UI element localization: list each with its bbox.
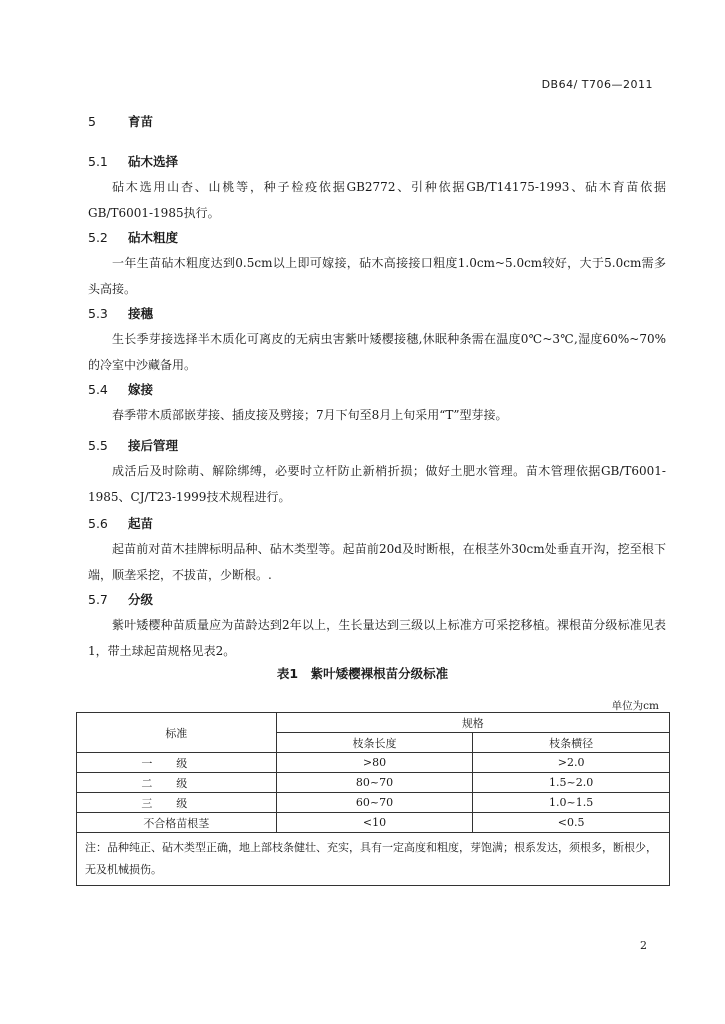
section-number: 5 [88,114,96,129]
paragraph: 起苗前对苗木挂牌标明品种、砧木类型等。起苗前20d及时断根，在根茎外30cm处垂直开沟，挖至根下端，顺垄采挖，不拔苗，少断根。. [88,542,666,582]
subsection-heading [88,152,178,170]
subsection-heading [88,380,153,398]
paragraph: 成活后及时除萌、解除绑缚，必要时立杆防止新梢折损；做好土肥水管理。苗木管理依据GB/T6001-1985、CJ/T23-1999技术规程进行。 [88,464,666,504]
page-number: 2 [640,939,647,952]
length-cell: >80 [276,753,473,773]
grade-cell: 三级 [77,793,277,813]
subsection-number: 5.1 [88,154,108,169]
section-heading [88,112,153,130]
length-cell: 60~70 [276,793,473,813]
subsection-number: 5.6 [88,516,108,531]
header-spec: 规格 [276,713,669,733]
paragraph: 砧木选用山杏、山桃等，种子检疫依据GB2772、引种依据GB/T14175-1993、砧木育苗依据GB/T6001-1985执行。 [88,180,666,220]
subsection-title: 砧木粗度 [128,230,179,245]
table-note: 注：品种纯正、砧木类型正确，地上部枝条健壮、充实，具有一定高度和粗度，芽饱满；根系发达，须根多，断根少，无及机械损伤。 [77,833,670,886]
paragraph: 春季带木质部嵌芽接、插皮接及劈接；7月下旬至8月上旬采用“T”型芽接。 [112,408,508,422]
subsection-number: 5.7 [88,592,108,607]
table-unit: 单位为cm [611,700,659,712]
subsection-number: 5.4 [88,382,108,397]
subsection-heading [88,590,153,608]
diameter-cell: <0.5 [473,813,670,833]
subsection-title: 起苗 [128,516,154,531]
table-row [77,793,670,813]
paragraph: 一年生苗砧木粗度达到0.5cm以上即可嫁接，砧木高接接口粗度1.0cm~5.0cm较好，大于5.0cm需多头高接。 [88,256,666,296]
diameter-cell: >2.0 [473,753,670,773]
header-standard: 标准 [77,713,277,753]
subsection-heading [88,228,178,246]
paragraph: 生长季芽接选择半木质化可离皮的无病虫害紫叶矮樱接穗,休眠种条需在温度0℃~3℃,湿度60%~70%的冷室中沙藏备用。 [88,332,666,372]
subsection-heading [88,304,153,322]
subsection-title: 砧木选择 [128,154,179,169]
paragraph: 紫叶矮樱种苗质量应为苗龄达到2年以上，生长量达到三级以上标准方可采挖移植。裸根苗分级标准见表1，带土球起苗规格见表2。 [88,618,666,658]
table-header-row [77,713,670,733]
diameter-cell: 1.5~2.0 [473,773,670,793]
subsection-heading [88,436,178,454]
grade-cell: 二级 [77,773,277,793]
table-note-row [77,833,670,886]
subsection-number: 5.5 [88,438,108,453]
subsection-heading [88,514,153,532]
subsection-number: 5.2 [88,230,108,245]
subsection-title: 嫁接 [128,382,154,397]
grade-cell: 不合格苗根茎 [77,813,277,833]
header-length: 枝条长度 [276,733,473,753]
subsection-title: 分级 [128,592,154,607]
table-row [77,813,670,833]
section-title: 育苗 [128,114,154,129]
length-cell: <10 [276,813,473,833]
grade-cell: 一级 [77,753,277,773]
header-diameter: 枝条横径 [473,733,670,753]
length-cell: 80~70 [276,773,473,793]
table-row [77,753,670,773]
table-title: 表1 紫叶矮樱裸根苗分级标准 [276,666,449,681]
table-row [77,773,670,793]
subsection-title: 接穗 [128,306,154,321]
document-code: DB64/ T706—2011 [541,78,653,91]
diameter-cell: 1.0~1.5 [473,793,670,813]
grading-table [76,712,670,886]
subsection-number: 5.3 [88,306,108,321]
subsection-title: 接后管理 [128,438,179,453]
